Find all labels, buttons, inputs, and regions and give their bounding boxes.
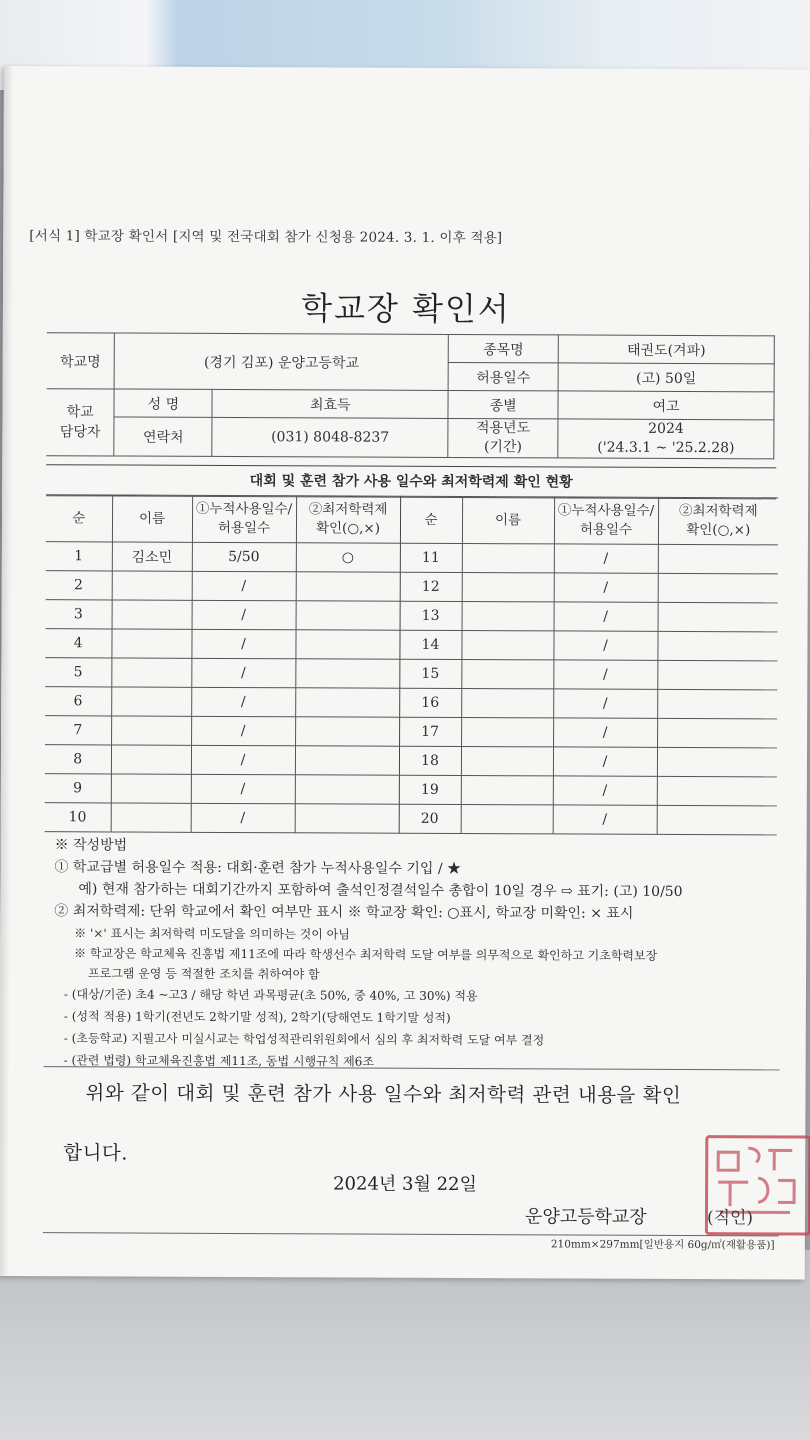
header-check: ②최저학력제 확인(○,×) (296, 496, 400, 543)
note-5: - (대상/기준) 초4 ~고3 / 해당 학년 과목평균(초 50%, 중 40%, 고 30%) 적용 (63, 987, 478, 1004)
left-no-cell: 8 (45, 745, 111, 774)
allowed-days-label: 허용일수 (448, 362, 558, 390)
right-check-cell (657, 689, 777, 719)
right-check-cell (657, 718, 777, 748)
left-no-cell: 4 (45, 629, 111, 658)
left-check-cell (295, 688, 399, 717)
right-name-cell (462, 573, 554, 602)
left-no-cell: 1 (46, 542, 112, 571)
left-no-cell: 9 (45, 774, 111, 803)
right-no-cell: 17 (399, 717, 461, 746)
left-days-cell: / (192, 571, 296, 600)
table-header-row (46, 495, 778, 545)
right-check-cell (658, 602, 778, 632)
left-no-cell: 2 (46, 571, 112, 600)
seal-label: (직인) (706, 1208, 754, 1229)
event-value: 태권도(겨파) (558, 335, 774, 364)
table-row (45, 629, 777, 661)
divider-bottom (43, 1232, 779, 1236)
left-days-cell: / (191, 716, 295, 745)
school-label: 학교명 (47, 333, 115, 389)
left-days-cell: / (192, 600, 296, 629)
section-title: 대회 및 훈련 참가 사용 일수와 최저학력제 확인 현황 (46, 464, 776, 499)
contact-value: (031) 8048-8237 (212, 417, 448, 457)
notes-title: ※ 작성방법 (54, 837, 128, 854)
left-name-cell (111, 774, 191, 803)
left-no-cell: 7 (45, 716, 111, 745)
participation-table (45, 494, 778, 835)
name-label: 성 명 (114, 389, 212, 417)
table-row (46, 600, 778, 632)
right-days-cell: / (553, 631, 657, 660)
document-title: 학교장 확인서 (301, 289, 511, 329)
note-1-example: 예) 현재 참가하는 대회기간까지 포함하여 출석인정결석일수 총합이 10일 경우 ⇨ 표기: (고) 10/50 (78, 881, 683, 900)
right-days-cell: / (553, 660, 657, 689)
header-no: 순 (46, 495, 112, 542)
paper-spec: 210mm×297mm[일반용지 60g/㎡(재활용품)] (550, 1238, 775, 1252)
left-days-cell: / (191, 658, 295, 687)
issue-date: 2024년 3월 22일 (333, 1173, 477, 1196)
table-row (45, 774, 777, 806)
header-no: 순 (400, 496, 462, 543)
header-days: ①누적사용일수/ 허용일수 (192, 495, 296, 542)
left-check-cell (295, 630, 399, 659)
left-name-cell (111, 716, 191, 745)
right-no-cell: 14 (399, 630, 461, 659)
right-days-cell: / (553, 805, 657, 834)
right-check-cell (658, 573, 778, 603)
left-no-cell: 5 (45, 658, 111, 687)
left-name-cell (111, 687, 191, 716)
note-2: ② 최저학력제: 단위 학교에서 확인 여부만 표시 ※ 학교장 확인: ○표시, 학교장 미확인: × 표시 (54, 903, 634, 922)
left-no-cell: 10 (45, 803, 111, 832)
left-days-cell: / (191, 803, 295, 832)
right-days-cell: / (554, 573, 658, 602)
note-8: - (관련 법령) 학교체육진흥법 제11조, 동법 시행규칙 제6조 (63, 1053, 374, 1069)
event-label: 종목명 (448, 334, 558, 362)
left-check-cell (296, 572, 400, 601)
right-name-cell (461, 776, 553, 805)
right-name-cell (462, 602, 554, 631)
right-days-cell: / (553, 689, 657, 718)
gender-label: 종별 (448, 390, 558, 418)
right-name-cell (461, 805, 553, 834)
right-check-cell (657, 747, 777, 777)
left-name-cell (111, 745, 191, 774)
info-table (46, 332, 775, 459)
right-check-cell (658, 544, 778, 574)
right-days-cell: / (554, 544, 658, 573)
name-value: 최효득 (212, 389, 448, 418)
right-check-cell (657, 631, 777, 661)
note-6: - (성적 적용) 1학기(전년도 2학기말 성적), 2학기(당해연도 1학기말 성적) (63, 1009, 451, 1025)
table-row (45, 658, 777, 690)
confirm-line-2: 합니다. (63, 1141, 129, 1165)
right-no-cell: 15 (399, 659, 461, 688)
left-name-cell: 김소민 (112, 542, 192, 571)
table-row (45, 745, 777, 777)
left-no-cell: 6 (45, 687, 111, 716)
year-period: ('24.3.1 ~ '25.2.28) (597, 439, 735, 457)
right-name-cell (461, 631, 553, 660)
right-name-cell (461, 660, 553, 689)
right-no-cell: 12 (400, 572, 462, 601)
left-check-cell (295, 775, 399, 804)
left-days-cell: / (191, 687, 295, 716)
form-header: [서식 1] 학교장 확인서 [지역 및 전국대회 참가 신청용 2024. 3. 1. 이후 적용] (29, 228, 503, 247)
allowed-days-value: (고) 50일 (558, 363, 774, 392)
right-name-cell (461, 718, 553, 747)
right-no-cell: 19 (399, 775, 461, 804)
right-check-cell (657, 805, 777, 835)
right-days-cell: / (553, 718, 657, 747)
gender-value: 여고 (558, 391, 774, 420)
note-4-cont: 프로그램 운영 등 적절한 조치를 취하여야 함 (88, 966, 320, 982)
right-name-cell (462, 544, 554, 573)
header-check: ②최저학력제 확인(○,×) (658, 497, 778, 545)
year-label: 적용년도 (기간) (448, 418, 558, 457)
left-name-cell (111, 803, 191, 832)
right-no-cell: 16 (399, 688, 461, 717)
right-days-cell: / (553, 776, 657, 805)
note-7: - (초등학교) 지필고사 미실시교는 학업성적관리위원회에서 심의 후 최저학력 도달 여부 결정 (63, 1031, 545, 1048)
table-row (45, 716, 777, 748)
table-row (45, 687, 777, 719)
note-1: ① 학교급별 허용일수 적용: 대회·훈련 참가 누적사용일수 기입 / ★ (54, 859, 462, 878)
left-name-cell (111, 629, 191, 658)
left-check-cell (296, 601, 400, 630)
left-check-cell (295, 804, 399, 833)
header-name: 이름 (112, 495, 192, 542)
header-name: 이름 (462, 497, 554, 544)
table-row (45, 803, 777, 835)
left-check-cell: ○ (296, 543, 400, 572)
left-name-cell (112, 571, 192, 600)
manager-label: 학교 담당자 (46, 389, 114, 456)
principal-name: 운양고등학교장 (524, 1206, 647, 1228)
right-no-cell: 18 (399, 746, 461, 775)
right-no-cell: 13 (400, 601, 462, 630)
left-name-cell (112, 600, 192, 629)
right-name-cell (461, 747, 553, 776)
left-check-cell (295, 659, 399, 688)
note-3: ※ '×' 표시는 최저학력 미도달을 의미하는 것이 아님 (74, 926, 350, 942)
table-row (46, 542, 778, 574)
right-days-cell: / (553, 747, 657, 776)
left-check-cell (295, 717, 399, 746)
year-value: 2024 (648, 420, 684, 437)
document-sheet (0, 66, 810, 1280)
table-row (46, 571, 778, 603)
note-4: ※ 학교장은 학교체육 진흥법 제11조에 따라 학생선수 최저학력 도달 여부를 의무적으로 확인하고 기초학력보장 (74, 946, 658, 963)
left-days-cell: / (191, 629, 295, 658)
left-no-cell: 3 (46, 600, 112, 629)
left-days-cell: / (191, 774, 295, 803)
right-no-cell: 11 (400, 543, 462, 572)
right-check-cell (657, 776, 777, 806)
school-value: (경기 김포) 운양고등학교 (115, 333, 449, 390)
left-days-cell: / (191, 745, 295, 774)
year-cell (558, 419, 774, 459)
left-check-cell (295, 746, 399, 775)
paper-fold-shadow (0, 66, 14, 1276)
left-name-cell (111, 658, 191, 687)
right-check-cell (657, 660, 777, 690)
right-no-cell: 20 (399, 804, 461, 833)
header-days: ①누적사용일수/ 허용일수 (554, 497, 658, 544)
right-days-cell: / (554, 602, 658, 631)
left-days-cell: 5/50 (192, 542, 296, 571)
right-name-cell (461, 689, 553, 718)
contact-label: 연락처 (114, 417, 212, 456)
confirm-line-1: 위와 같이 대회 및 훈련 참가 사용 일수와 최저학력 관련 내용을 확인 (85, 1081, 682, 1107)
